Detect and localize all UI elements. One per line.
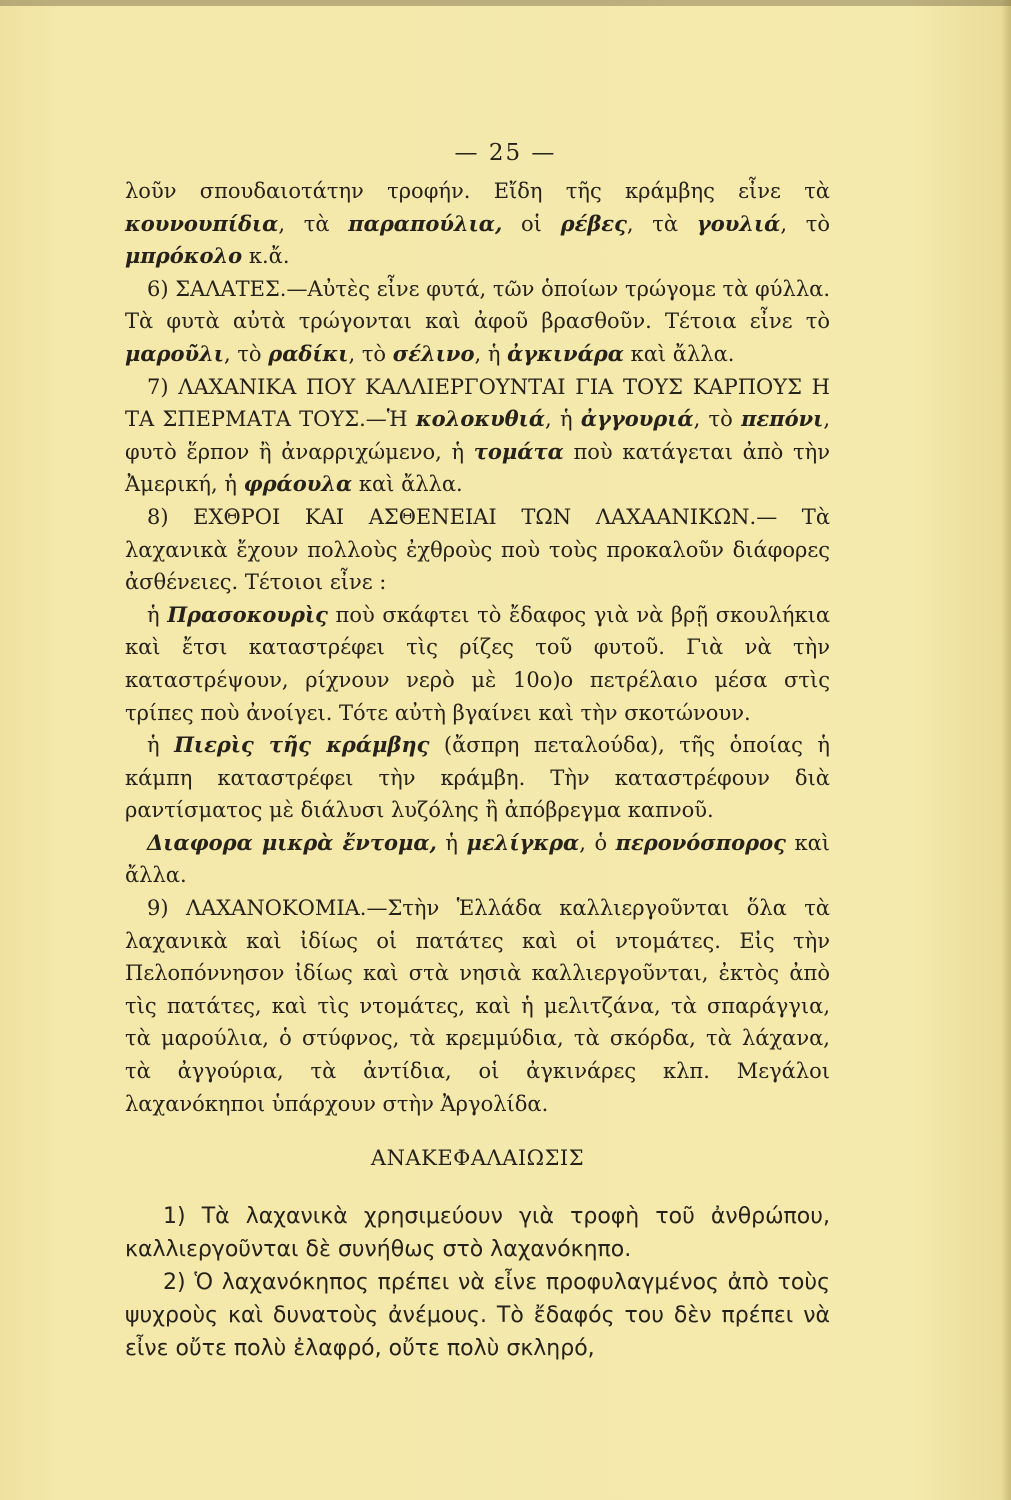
summary-list <box>125 1200 830 1365</box>
paragraph-horticulture: 9) ΛΑΧΑΝΟΚΟΜΙΑ.—Στὴν Ἑλλάδα καλλιεργοῦνται ὅλα τὰ λαχανικὰ καὶ ἰδίως οἱ πατάτες καὶ οἱ ντομάτες. Εἰς τὴν Πελοπόννησον ἰδίως καὶ στὰ νησιὰ καλλιεργοῦνται, ἐκτὸς ἀπὸ τὶς πατάτες, καὶ τὶς ντομάτες, καὶ ἡ μελιτζάνα, τὰ σπαράγγια, τὰ μαρούλια, ὁ στύφνος, τὰ κρεμμύδια, τὰ σκόρδα, τὰ λάχανα, τὰ ἀγγούρια, τὰ ἀντίδια, οἱ ἀγκινάρες κλπ. Μεγάλοι λαχανόκηποι ὑπάρχουν στὴν Ἀργολίδα. <box>125 896 830 1116</box>
summary-item-1: 1) Τὰ λαχανικὰ χρησιμεύουν γιὰ τροφὴ τοῦ ἀνθρώπου, καλλιεργοῦνται δὲ συνήθως στὸ λαχανόκηπο. <box>125 1204 830 1262</box>
paragraph-insects: Διαφορα μικρὰ ἔντομα, ἡ μελίγκρα, ὁ περονόσπορος καὶ ἄλλα. <box>125 829 831 888</box>
paragraph-kohlrabi-types: λοῦν σπουδαιοτάτην τροφήν. Εἴδη τῆς κράμβης εἶνε τὰ κουνουπίδια, τὰ παραπούλια, οἱ ρέβες, τὰ γουλιά, τὸ μπρόκολο κ.ἄ. <box>125 179 831 269</box>
paragraph-enemies-diseases: 8) ΕΧΘΡΟΙ ΚΑΙ ΑΣΘΕΝΕΙΑΙ ΤΩΝ ΛΑΧΑΑΝΙΚΩΝ.— Τὰ λαχανικὰ ἔχουν πολλοὺς ἐχθροὺς ποὺ τοὺς προκαλοῦν διάφορες ἀσθένειες. Τέτοιοι εἶνε : <box>125 504 830 595</box>
paragraph-fruit-vegetables: 7) ΛΑΧΑΝΙΚΑ ΠΟΥ ΚΑΛΛΙΕΡΓΟΥΝΤΑΙ ΓΙΑ ΤΟΥΣ ΚΑΡΠΟΥΣ Η ΤΑ ΣΠΕΡΜΑΤΑ ΤΟΥΣ.—Ἡ κολοκυθιά, ἡ ἀγγουριά, τὸ πεπόνι, φυτὸ ἕρπον ἢ ἀναρριχώμενο, ἡ τομάτα ποὺ κατάγεται ἀπὸ τὴν Ἀμερική, ἡ φράουλα καὶ ἄλλα. <box>125 374 830 497</box>
paragraph-cabbage-butterfly: ἡ Πιερὶς τῆς κράμβης (ἄσπρη πεταλούδα), τῆς ὁποίας ἡ κάμπη καταστρέφει τὴν κράμβη. Τὴν καταστρέφουν διὰ ραντίσματος μὲ διάλυσι λυζόλης ἢ ἀπόβρεγμα καπνοῦ. <box>125 732 831 823</box>
main-text <box>125 175 830 1175</box>
page-top-edge <box>0 0 1011 6</box>
paragraph-mole-cricket: ἡ Πρασοκουρὶς ποὺ σκάφτει τὸ ἔδαφος γιὰ νὰ βρῇ σκουλήκια καὶ ἔτσι καταστρέφει τὶς ρίζες τοῦ φυτοῦ. Γιὰ νὰ τὴν καταστρέψουν, ρίχνουν νερὸ μὲ 10ο)ο πετρέλαιο μέσα στὶς τρίπες ποὺ ἀνοίγει. Τότε αὐτὴ βγαίνει καὶ τὴν σκοτώνουν. <box>125 601 830 725</box>
summary-item-2: 2) Ὁ λαχανόκηπος πρέπει νὰ εἶνε προφυλαγμένος ἀπὸ τοὺς ψυχροὺς καὶ δυνατοὺς ἀνέμους. Τὸ ἔδαφός του δὲν πρέπει νὰ εἶνε οὔτε πολὺ ἐλαφρό, οὔτε πολὺ σκληρό, <box>125 1270 830 1361</box>
paragraph-salads: 6) ΣΑΛΑΤΕΣ.—Αὐτὲς εἶνε φυτά, τῶν ὁποίων τρώγομε τὰ φύλλα. Τὰ φυτὰ αὐτὰ τρώγονται καὶ ἀφοῦ βρασθοῦν. Τέτοια εἶνε τὸ μαροῦλι, τὸ ραδίκι, τὸ σέλινο, ἡ ἀγκινάρα καὶ ἄλλα. <box>125 276 830 366</box>
page-number: — 25 — <box>454 140 557 166</box>
page-right-edge <box>1001 0 1011 1500</box>
summary-heading: ΑΝΑΚΕΦΑΛΑΙΩΣΙΣ <box>370 1146 585 1171</box>
